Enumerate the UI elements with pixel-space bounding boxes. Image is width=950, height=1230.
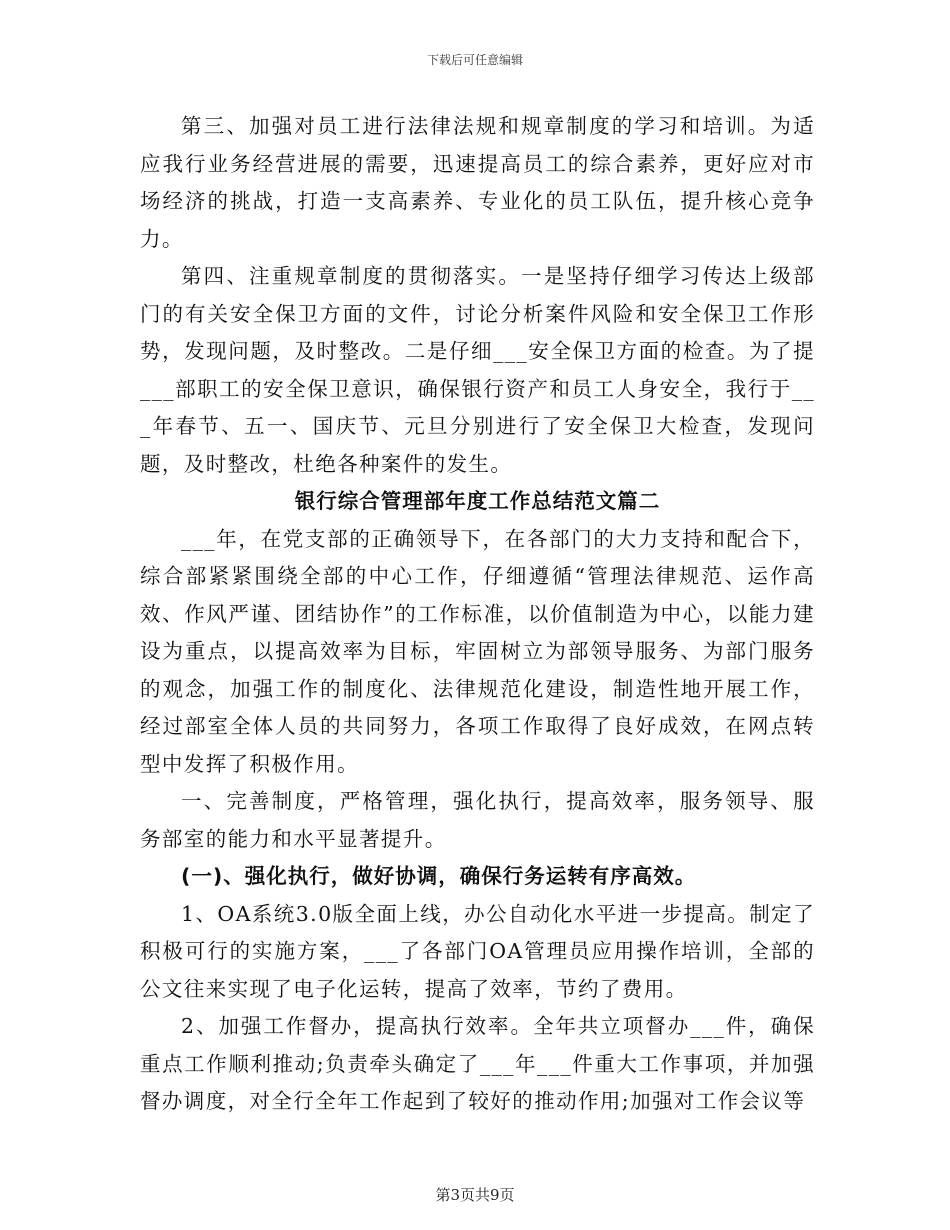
paragraph-fourth-measure: 第四、注重规章制度的贯彻落实。一是坚持仔细学习传达上级部门的有关安全保卫方面的文件，讨论分析案件风险和安全保卫工作形势，发现问题，及时整改。二是仔细___安全保卫方面的检查。为了提___部职工的安全保卫意识，确保银行资产和员工人身安全，我行于___年春节、五一、国庆节、元旦分别进行了安全保卫大检查，发现问题，及时整改，杜绝各种案件的发生。 xyxy=(140,264,815,476)
paragraph-third-measure: 第三、加强对员工进行法律法规和规章制度的学习和培训。为适应我行业务经营进展的需要，迅速提高员工的综合素养，更好应对市场经济的挑战，打造一支高素养、专业化的员工队伍，提升核心竞争力。 xyxy=(140,114,815,251)
page-header: 下载后可任意编辑 xyxy=(426,53,523,67)
subsection-heading: (一)、强化执行，做好协调，确保行务运转有序高效。 xyxy=(181,864,697,888)
paragraph-item-two: 2、加强工作督办，提高执行效率。全年共立项督办___件，确保重点工作顺利推动;负责牵头确定了___年___件重大工作事项，并加强督办调度，对全行全年工作起到了较好的推动作用;加强对工作会议等 xyxy=(140,1014,815,1113)
paragraph-item-one: 1、OA系统3.0版全面上线，办公自动化水平进一步提高。制定了积极可行的实施方案，___了各部门OA管理员应用操作培训，全部的公文往来实现了电子化运转，提高了效率，节约了费用。 xyxy=(140,901,815,1001)
paragraph-section-one: 一、完善制度，严格管理，强化执行，提高效率，服务领导、服务部室的能力和水平显著提升。 xyxy=(140,789,815,851)
page-number: 第3页共9页 xyxy=(435,1186,515,1204)
paragraph-intro: ___年，在党支部的正确领导下，在各部门的大力支持和配合下，综合部紧紧围绕全部的中心工作，仔细遵循“管理法律规范、运作高效、作风严谨、团结协作”的工作标准，以价值制造为中心，以能力建设为重点，以提高效率为目标，牢固树立为部领导服务、为部门服务的观念，加强工作的制度化、法律规范化建设，制造性地开展工作，经过部室全体人员的共同努力，各项工作取得了良好成效，在网点转型中发挥了积极作用。 xyxy=(140,526,815,776)
document-body xyxy=(140,108,815,1121)
section-title: 银行综合管理部年度工作总结范文篇二 xyxy=(294,489,661,513)
